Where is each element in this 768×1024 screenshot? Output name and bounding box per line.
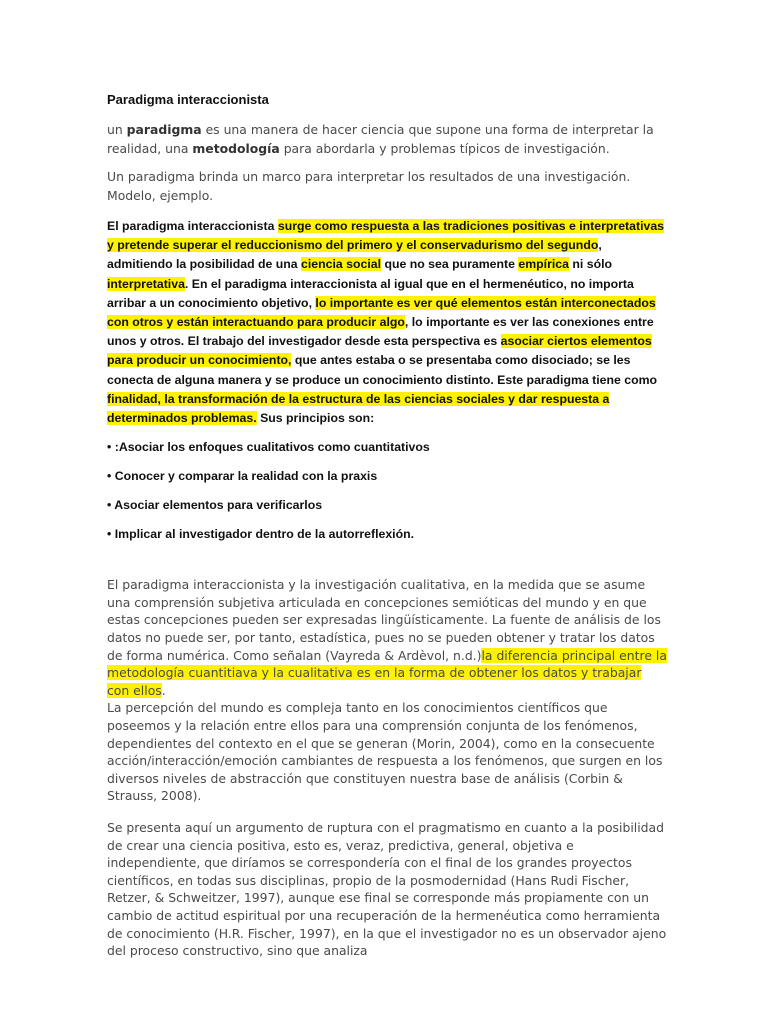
list-item: • :Asociar los enfoques cualitativos como cuantitativos [107,440,430,455]
highlighted-text: ciencia social [301,257,382,272]
paragraph-ruptura: Se presenta aquí un argumento de ruptura con el pragmatismo en cuanto a la posibilidad de crear una ciencia positiva, esto es, veraz, predictiva, general, objetiva e independiente, que diríamos se correspondería con el final de los grandes proyectos científicos, en todas sus disciplinas, propio de la posmodernidad (Hans Rudi Fischer, Retzer, & Schweitzer, 1997), aunque ese final se corresponde más propiamente con un cambio de actitud espiritual por una recuperación de la hermenéutica como herramienta de conocimiento (H.R. Fischer, 1997), en la que el investigador no es un observador ajeno del proceso constructivo, sino que analiza [107,819,667,959]
text-run: para abordarla y problemas típicos de investigación. [279,140,610,156]
paragraph-interaccionista [107,217,667,428]
principles-list [107,438,667,544]
document-page [107,92,667,974]
text-run: . [161,682,166,698]
list-item: • Implicar al investigador dentro de la autorreflexión. [107,527,415,542]
highlighted-text: la diferencia principal entre la metodología cuantitiava y la cualitativa es en la forma de obtener los datos y trabajar con ellos [107,647,667,698]
highlighted-text: lo importante es ver qué elementos están interconectados con otros y están interactuando para producir algo [107,295,656,330]
paragraph-definition [107,121,667,158]
highlighted-text: finalidad, la transformación de la estructura de las ciencias sociales y dar respuesta a determinados problemas. [107,391,610,426]
text-run: es una manera de hacer ciencia que supone una forma de interpretar la realidad, una [107,122,654,156]
highlighted-text: asociar ciertos elementos para producir un conocimiento, [107,334,652,368]
highlighted-text: empírica [518,257,569,272]
paragraph-marco: Un paradigma brinda un marco para interpretar los resultados de una investigación. Modelo, ejemplo. [107,169,631,203]
paragraph-percepcion: La percepción del mundo es compleja tanto en los conocimientos científicos que poseemos y la relación entre ellos para una comprensión conjunta de los fenómenos, dependientes del contexto en el que se generan (Morin, 2004), como en la consecuente acción/interacción/emoción cambiantes de respuesta a los fenómenos, que surgen en los diversos niveles de abstracción que constituyen nuestra base de análisis (Corbin & Strauss, 2008). [107,700,663,804]
text-run: . En el paradigma interaccionista al igual que en el hermenéutico, no importa arribar a un conocimiento objetivo, [107,276,634,310]
text-run: que no sea puramente [381,257,519,272]
text-run: El paradigma interaccionista [107,219,278,233]
text-run: , admitiendo la posibilidad de una [107,238,602,272]
list-item: • Asociar elementos para verificarlos [107,498,323,513]
spacer [107,554,667,576]
term-paradigma: paradigma [126,122,202,137]
paragraph-cualitativa [107,576,667,699]
text-run: , lo importante es ver las conexiones entre unos y otros. El trabajo del investigador desde esta perspectiva es [107,315,654,349]
page-title: Paradigma interaccionista [107,92,269,107]
list-item: • Conocer y comparar la realidad con la praxis [107,469,378,484]
text-run: un [107,122,127,137]
term-metodologia: metodología [192,140,280,156]
text-run: ni sólo [568,257,613,272]
text-run: Sus principios son: [256,411,375,426]
text-run: que antes estaba o se presentaba como disociado; se les conecta de alguna manera y se produce un conocimiento distinto. Este paradigma tiene como [107,353,658,387]
highlighted-text: interpretativa [107,276,185,291]
text-run: El paradigma interaccionista y la investigación cualitativa, en la medida que se asume una comprensión subjetiva articulada en concepciones semióticas del mundo y en que estas concepciones pueden ser expresadas lingüísticamente. La fuente de análisis de los datos no puede ser, por tanto, estadística, pues no se pueden obtener y tratar los datos de forma numérica. Como señalan (Vayreda & Ardèvol, n.d.) [107,577,661,663]
highlighted-text: surge como respuesta a las tradiciones positivas e interpretativas y pretende superar el reduccionismo del primero y el conservadurismo del segundo [107,219,664,253]
